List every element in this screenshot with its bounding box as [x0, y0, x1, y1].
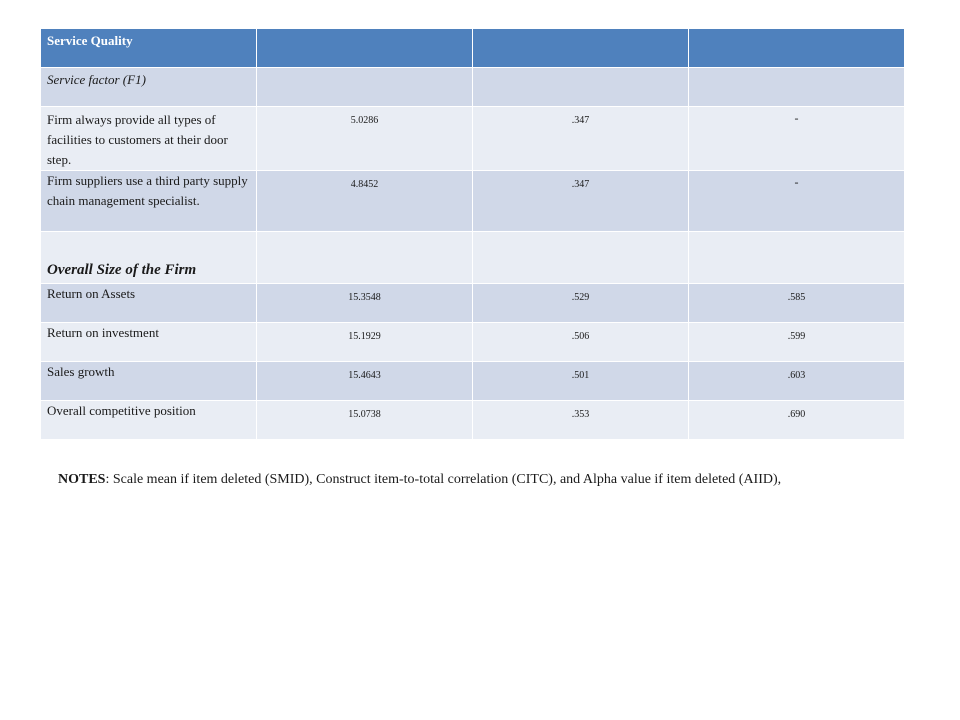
header-cell: [257, 29, 473, 68]
smid-value: 15.3548: [348, 292, 381, 303]
row-label-cell: [41, 401, 257, 440]
aiid-cell: [689, 362, 905, 401]
smid-value: 15.4643: [348, 370, 381, 381]
citc-cell: [473, 171, 689, 232]
row-label: Firm always provide all types of facilities to customers at their door step.: [47, 112, 228, 167]
aiid-cell: [689, 323, 905, 362]
aiid-value: .599: [787, 331, 806, 342]
citc-value: .353: [571, 409, 590, 420]
section-row: [41, 232, 905, 284]
smid-cell: [257, 107, 473, 171]
table-row: [41, 362, 905, 401]
smid-value: 5.0286: [350, 115, 379, 126]
header-cell: [473, 29, 689, 68]
citc-cell: [473, 107, 689, 171]
smid-cell: [257, 323, 473, 362]
header-label: Service Quality: [47, 33, 133, 48]
row-label-cell: [41, 284, 257, 323]
table-row: [41, 171, 905, 232]
aiid-value: .603: [787, 370, 806, 381]
smid-cell: [257, 362, 473, 401]
empty-cell: [257, 68, 473, 107]
table-header-row: [41, 29, 905, 68]
empty-cell: [689, 68, 905, 107]
citc-value: .506: [571, 331, 590, 342]
row-label-cell: [41, 362, 257, 401]
service-factor-label: Service factor (F1): [47, 72, 146, 87]
row-label: Firm suppliers use a third party supply chain management specialist.: [47, 173, 248, 208]
service-factor-row: [41, 68, 905, 107]
row-label-cell: [41, 171, 257, 232]
row-label: Overall competitive position: [47, 403, 196, 418]
section-label: Overall Size of the Firm: [47, 262, 197, 278]
header-cell: [41, 29, 257, 68]
citc-value: .529: [571, 292, 590, 303]
row-label: Sales growth: [47, 364, 115, 379]
aiid-value: -: [794, 111, 799, 125]
table-notes: [58, 470, 938, 490]
citc-cell: [473, 284, 689, 323]
row-label-cell: [41, 323, 257, 362]
citc-value: .347: [571, 115, 590, 126]
empty-cell: [473, 232, 689, 284]
citc-value: .501: [571, 370, 590, 381]
empty-cell: [689, 232, 905, 284]
table-row: [41, 323, 905, 362]
smid-value: 4.8452: [350, 179, 379, 190]
citc-cell: [473, 362, 689, 401]
citc-cell: [473, 401, 689, 440]
aiid-cell: [689, 401, 905, 440]
row-label-cell: [41, 107, 257, 171]
table-row: [41, 107, 905, 171]
row-label: Return on Assets: [47, 286, 136, 301]
citc-value: .347: [571, 179, 590, 190]
empty-cell: [473, 68, 689, 107]
smid-cell: [257, 171, 473, 232]
smid-cell: [257, 401, 473, 440]
row-label-cell: [41, 232, 257, 284]
citc-cell: [473, 323, 689, 362]
smid-cell: [257, 284, 473, 323]
aiid-cell: [689, 284, 905, 323]
aiid-value: .585: [787, 292, 806, 303]
results-table: [40, 28, 905, 440]
empty-cell: [257, 232, 473, 284]
aiid-cell: [689, 171, 905, 232]
row-label-cell: [41, 68, 257, 107]
results-table-container: [40, 28, 904, 440]
smid-value: 15.0738: [348, 409, 381, 420]
table-row: [41, 284, 905, 323]
aiid-cell: [689, 107, 905, 171]
smid-value: 15.1929: [348, 331, 381, 342]
notes-prefix: NOTES: [58, 472, 106, 487]
header-cell: [689, 29, 905, 68]
table-row: [41, 401, 905, 440]
notes-text: : Scale mean if item deleted (SMID), Construct item-to-total correlation (CITC), and Alpha value if item deleted (AIID),: [105, 472, 782, 487]
row-label: Return on investment: [47, 325, 159, 340]
aiid-value: -: [794, 175, 799, 189]
aiid-value: .690: [787, 409, 806, 420]
